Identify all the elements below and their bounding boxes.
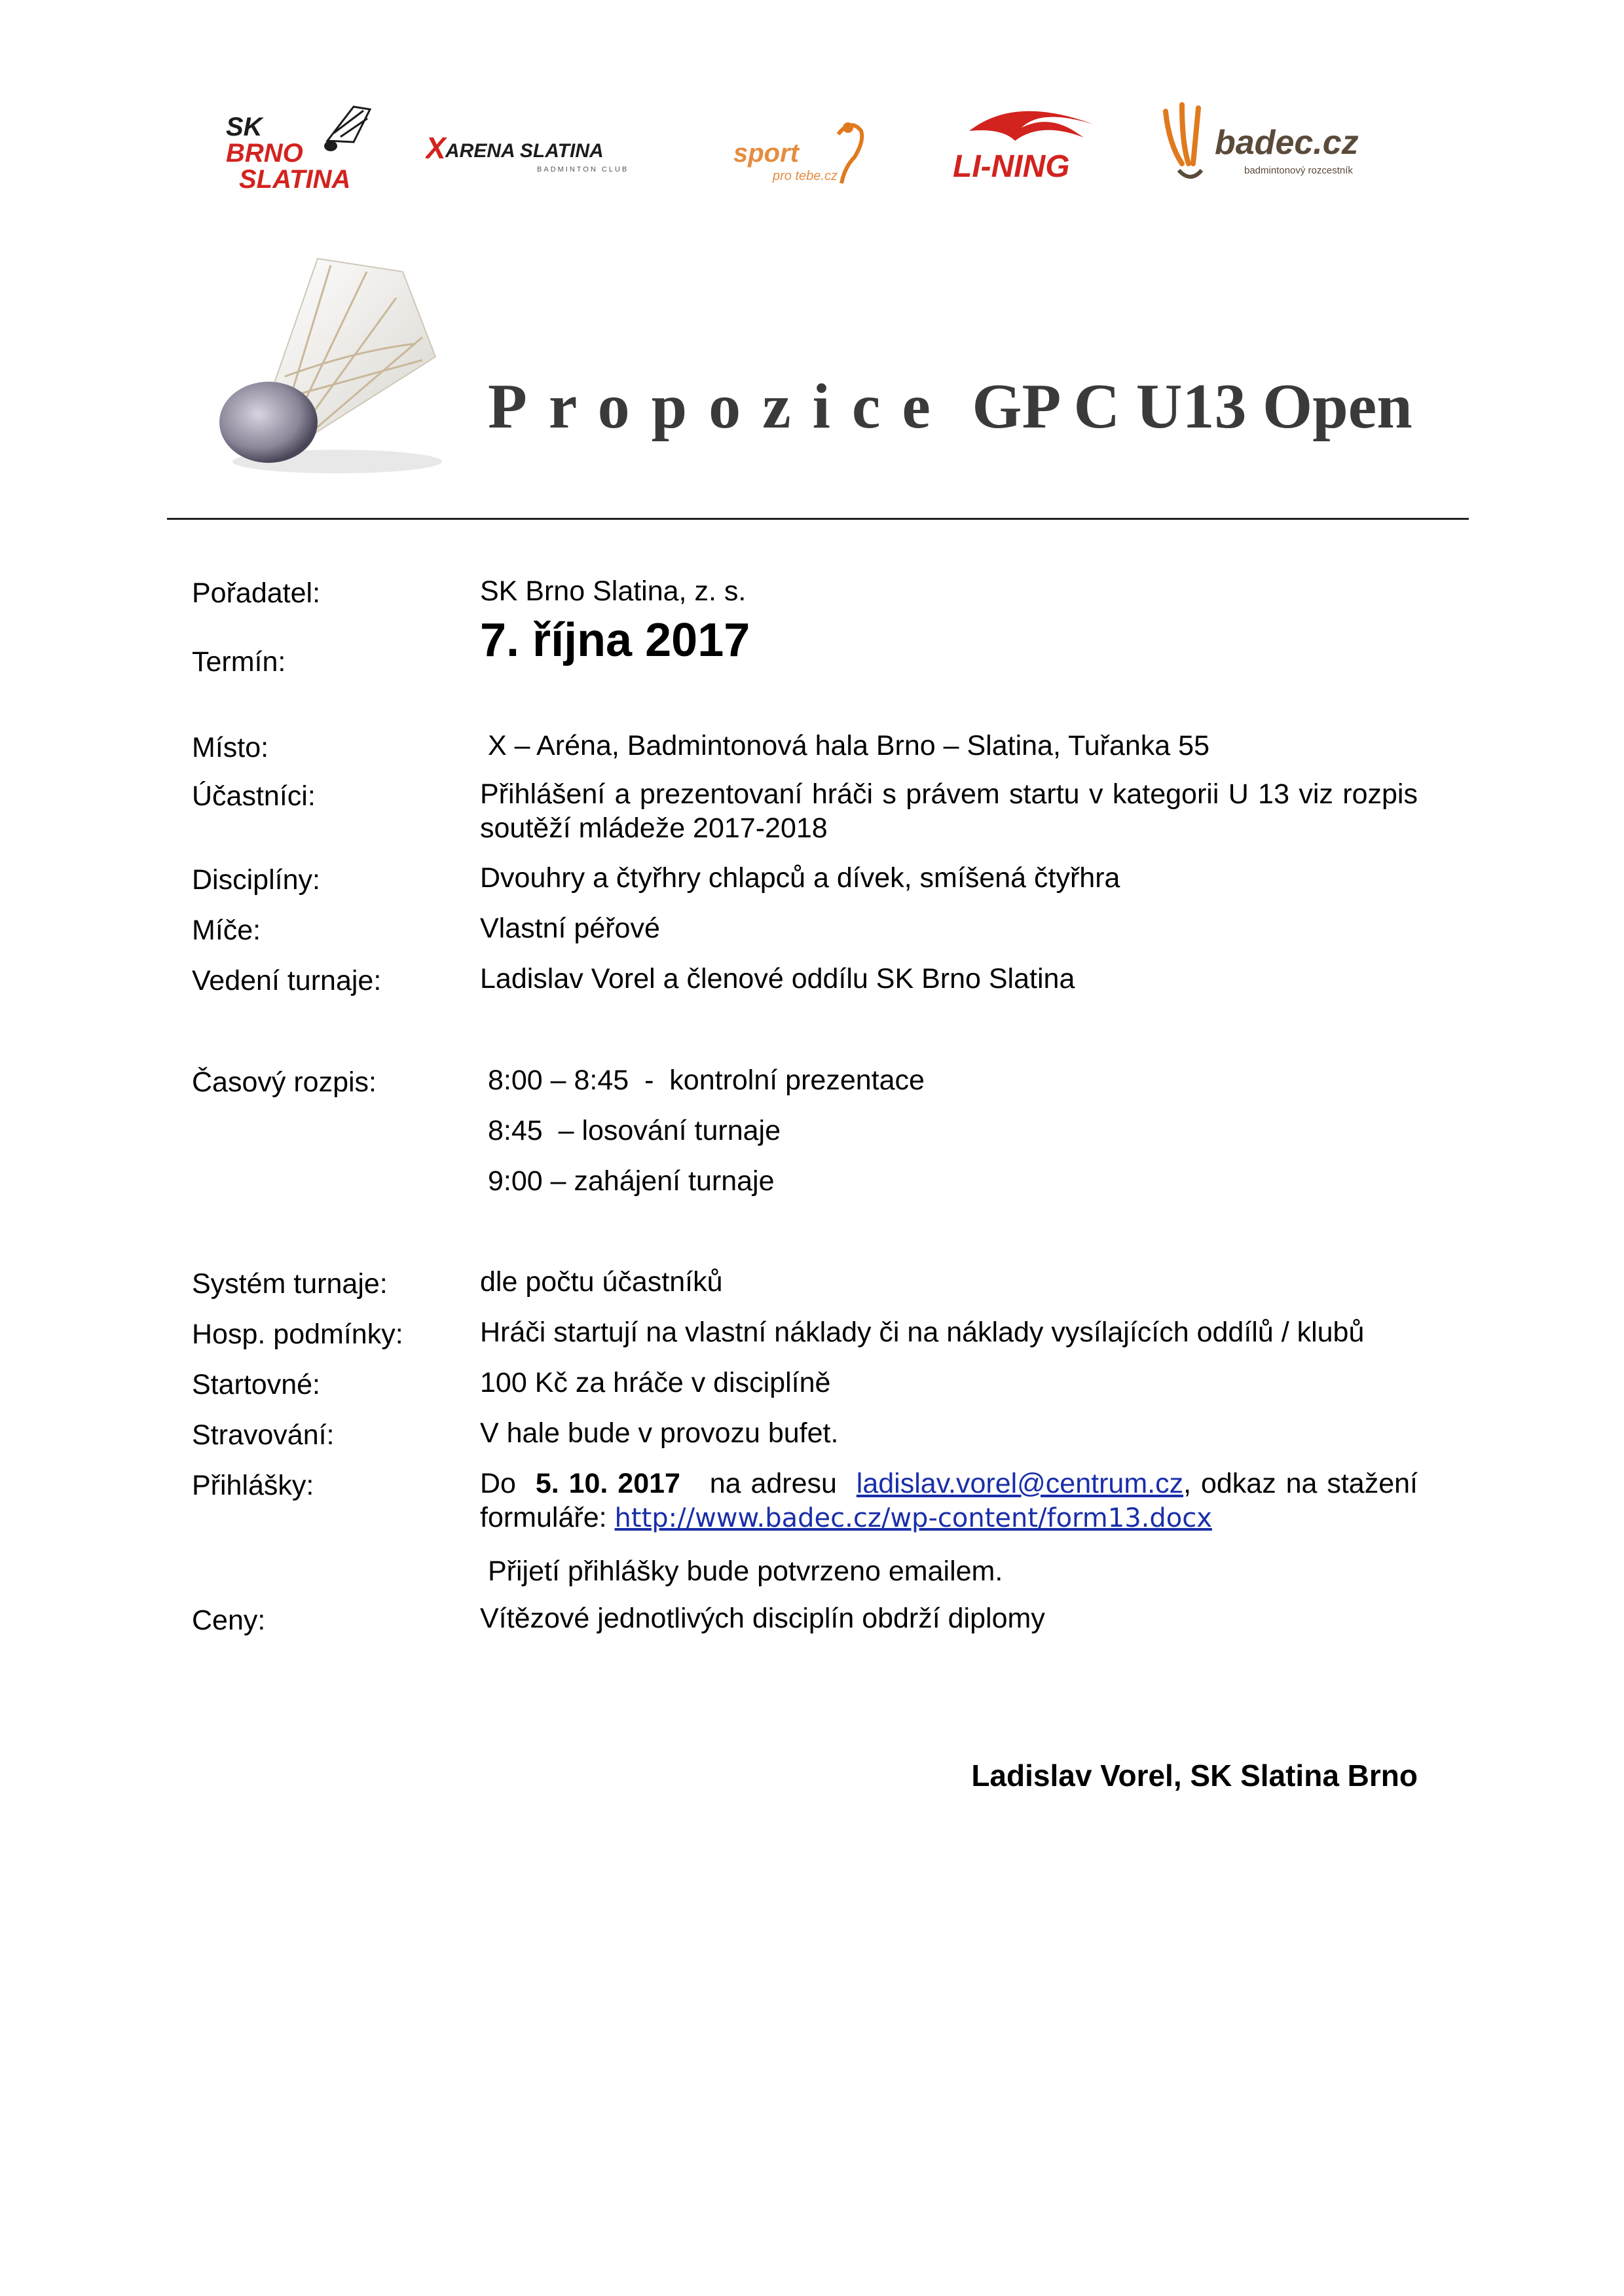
mice-value: Vlastní péřové <box>480 913 660 944</box>
svg-text:sport: sport <box>733 139 799 168</box>
svg-text:X: X <box>426 131 446 165</box>
prihlasky-value <box>480 1467 1418 1535</box>
svg-text:BRNO: BRNO <box>226 139 303 168</box>
svg-text:pro tebe.cz: pro tebe.cz <box>773 169 838 183</box>
svg-text:SLATINA: SLATINA <box>239 165 351 194</box>
poradatel-label: Pořadatel: <box>192 577 321 609</box>
stravovani-label: Stravování: <box>192 1419 335 1451</box>
ceny-value: Vítězové jednotlivých disciplín obdrží diplomy <box>480 1603 1045 1634</box>
prihlasky-note: Přijetí přihlášky bude potvrzeno emailem. <box>488 1556 1003 1587</box>
sport-pro-tebe-logo <box>727 115 884 190</box>
shuttlecock-image <box>187 246 475 484</box>
title-spaced-word: Propozice <box>488 371 952 442</box>
casovy-item-2: 8:45 – losování turnaje <box>488 1115 781 1146</box>
svg-text:badmintonový rozcestník: badmintonový rozcestník <box>1244 165 1353 176</box>
badec-logo <box>1153 92 1398 190</box>
hosp-value: Hráči startují na vlastní náklady či na náklady vysílajících oddílů / klubů <box>480 1317 1365 1348</box>
svg-text:badec.cz: badec.cz <box>1215 124 1359 162</box>
stravovani-value: V hale bude v provozu bufet. <box>480 1417 839 1449</box>
system-label: Systém turnaje: <box>192 1268 388 1300</box>
casovy-item-1: 8:00 – 8:45 - kontrolní prezentace <box>488 1065 925 1096</box>
misto-value: X – Aréna, Badmintonová hala Brno – Slatina, Tuřanka 55 <box>488 730 1210 761</box>
prihlasky-post: , odkaz na stažení formuláře: <box>480 1468 1418 1533</box>
xarena-slatina-logo <box>426 131 665 177</box>
vedeni-value: Ladislav Vorel a členové oddílu SK Brno Slatina <box>480 963 1075 994</box>
discipliny-label: Disciplíny: <box>192 864 320 896</box>
prihlasky-label: Přihlášky: <box>192 1470 314 1501</box>
prihlasky-deadline: 5. 10. 2017 <box>535 1468 680 1499</box>
termin-value: 7. října 2017 <box>480 614 750 666</box>
title-divider <box>167 518 1469 520</box>
mice-label: Míče: <box>192 915 261 946</box>
svg-text:BADMINTON CLUB: BADMINTON CLUB <box>537 166 629 173</box>
vedeni-label: Vedení turnaje: <box>192 965 382 996</box>
prihlasky-pre: Do <box>480 1468 516 1499</box>
page-title <box>488 370 1412 443</box>
startovne-label: Startovné: <box>192 1369 320 1400</box>
form-download-link[interactable]: http://www.badec.cz/wp-content/form13.docx <box>614 1503 1212 1533</box>
poradatel-value: SK Brno Slatina, z. s. <box>480 575 747 607</box>
termin-label: Termín: <box>192 646 286 678</box>
ucastnici-value: Přihlášení a prezentovaní hráči s právem startu v kategorii U 13 viz rozpis soutěží mládeže 2017-2018 <box>480 778 1418 844</box>
li-ning-logo <box>943 101 1126 187</box>
svg-text:SK: SK <box>226 113 263 141</box>
discipliny-value: Dvouhry a čtyřhry chlapců a dívek, smíšená čtyřhra <box>480 862 1120 894</box>
svg-text:ARENA SLATINA: ARENA SLATINA <box>445 140 604 162</box>
svg-text:LI-NING: LI-NING <box>953 149 1070 184</box>
sk-brno-slatina-logo <box>213 95 396 203</box>
prihlasky-mid: na adresu <box>709 1468 837 1499</box>
startovne-value: 100 Kč za hráče v disciplíně <box>480 1367 831 1398</box>
ucastnici-label: Účastníci: <box>192 780 316 812</box>
hosp-label: Hosp. podmínky: <box>192 1319 403 1350</box>
casovy-item-3: 9:00 – zahájení turnaje <box>488 1165 775 1197</box>
title-rest: GP C U13 Open <box>972 371 1412 442</box>
ceny-label: Ceny: <box>192 1605 266 1636</box>
email-link[interactable]: ladislav.vorel@centrum.cz <box>856 1468 1184 1499</box>
casovy-rozpis-label: Časový rozpis: <box>192 1066 377 1098</box>
system-value: dle počtu účastníků <box>480 1266 723 1298</box>
misto-label: Místo: <box>192 732 269 763</box>
signature: Ladislav Vorel, SK Slatina Brno <box>971 1758 1418 1793</box>
